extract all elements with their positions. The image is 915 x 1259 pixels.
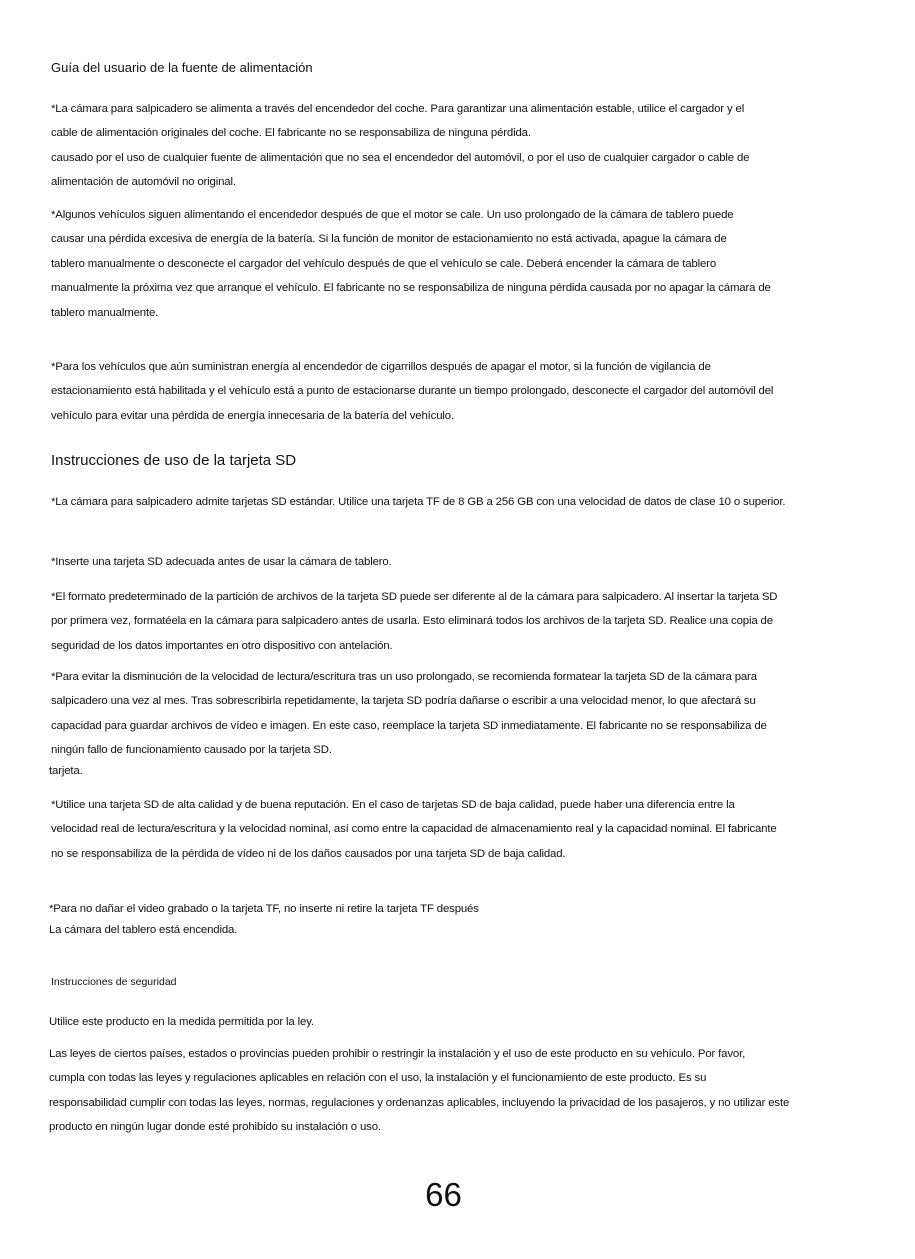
safety-paragraph-1: Utilice este producto en la medida permitida por la ley. [49, 1016, 314, 1028]
page-number: 66 [425, 1176, 462, 1213]
section-heading-safety: Instrucciones de seguridad [51, 976, 177, 988]
power-paragraph-2: *Algunos vehículos siguen alimentando el encendedor después de que el motor se cale. Un uso prolongado de la cámara de tablero puede causar una pérdida excesiva de energía de la batería. Si la función de monitor de estacionamiento no está activada, apague la cámara de tablero manualmente o desconecte el cargador del vehículo después de que el vehículo se cale. Deberá encender la cámara de tablero manualmente la próxima vez que arranque el vehículo. El fabricante no se responsabiliza de ninguna pérdida causada por no apagar la cámara de tablero manualmente. [51, 209, 771, 319]
sd-paragraph-3: *El formato predeterminado de la partición de archivos de la tarjeta SD puede ser diferente al de la cámara para salpicadero. Al insertar la tarjeta SD por primera vez, formatéela en la cámara para salpicadero antes de usarla. Esto eliminará todos los archivos de la tarjeta SD. Realice una copia de seguridad de los datos importantes en otro dispositivo con antelación. [51, 591, 778, 652]
sd-paragraph-5: tarjeta. [49, 765, 83, 777]
sd-paragraph-2: *Inserte una tarjeta SD adecuada antes de usar la cámara de tablero. [51, 556, 392, 568]
section-heading-power-guide: Guía del usuario de la fuente de alimentación [51, 60, 313, 75]
power-paragraph-1: *La cámara para salpicadero se alimenta a través del encendedor del coche. Para garantizar una alimentación estable, utilice el cargador y el cable de alimentación originales del coche. El fabricante no se responsabiliza de ninguna pérdida. causado por el uso de cualquier fuente de alimentación que no sea el encendedor del automóvil, o por el uso de cualquier cargador o cable de alimentación de automóvil no original. [51, 103, 750, 189]
sd-paragraph-6: *Utilice una tarjeta SD de alta calidad y de buena reputación. En el caso de tarjetas SD de baja calidad, puede haber una diferencia entre la velocidad real de lectura/escritura y la velocidad nominal, así como entre la capacidad de almacenamiento real y la capacidad nominal. El fabricante no se responsabiliza de la pérdida de vídeo ni de los daños causados por una tarjeta SD de baja calidad. [51, 799, 777, 860]
sd-paragraph-7: *Para no dañar el video grabado o la tarjeta TF, no inserte ni retire la tarjeta TF después [49, 903, 479, 915]
safety-paragraph-2: Las leyes de ciertos países, estados o provincias pueden prohibir o restringir la instalación y el uso de este producto en su vehículo. Por favor, cumpla con todas las leyes y regulaciones aplicables en relación con el uso, la instalación y el funcionamiento de este producto. Es su responsabilidad cumplir con todas las leyes, normas, regulaciones y ordenanzas aplicables, incluyendo la privacidad de los pasajeros, y no utilizar este producto en ningún lugar donde esté prohibido su instalación o uso. [49, 1048, 790, 1134]
sd-paragraph-1: *La cámara para salpicadero admite tarjetas SD estándar. Utilice una tarjeta TF de 8 GB a 256 GB con una velocidad de datos de clase 10 o superior. [51, 496, 786, 508]
sd-paragraph-8: La cámara del tablero está encendida. [49, 924, 238, 936]
power-paragraph-3: *Para los vehículos que aún suministran energía al encendedor de cigarrillos después de apagar el motor, si la función de vigilancia de estacionamiento está habilitada y el vehículo está a punto de estacionarse durante un tiempo prolongado, desconecte el cargador del automóvil del vehículo para evitar una pérdida de energía innecesaria de la batería del vehículo. [51, 361, 774, 422]
section-heading-sd-card: Instrucciones de uso de la tarjeta SD [51, 452, 297, 469]
sd-paragraph-4: *Para evitar la disminución de la velocidad de lectura/escritura tras un uso prolongado, se recomienda formatear la tarjeta SD de la cámara para salpicadero una vez al mes. Tras sobrescribirla repetidamente, la tarjeta SD podría dañarse o escribir a una velocidad menor, lo que afectará su capacidad para guardar archivos de vídeo e imagen. En este caso, reemplace la tarjeta SD inmediatamente. El fabricante no se responsabiliza de ningún fallo de funcionamiento causado por la tarjeta SD. [51, 671, 767, 757]
